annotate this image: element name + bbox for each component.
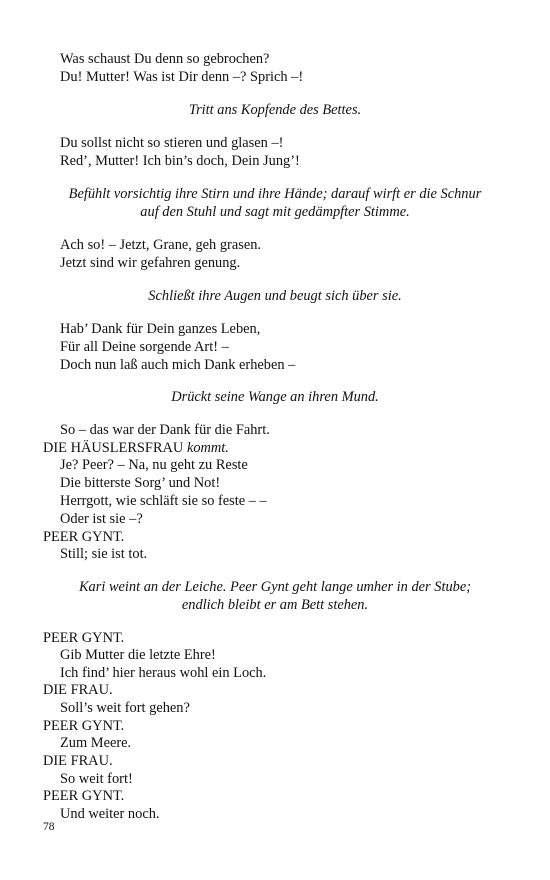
verse-line: Doch nun laß auch mich Dank erheben – <box>60 357 296 373</box>
verse-line: Für all Deine sorgende Art! – <box>60 339 229 355</box>
verse-line: Ach so! – Jetzt, Grane, geh grasen. <box>60 237 261 253</box>
speaker-line <box>43 439 229 457</box>
verse-line: Soll’s weit fort gehen? <box>60 700 190 716</box>
verse-line: Gib Mutter die letzte Ehre! <box>60 647 216 663</box>
stage-direction: Schließt ihre Augen und beugt sich über sie. <box>148 288 402 304</box>
verse-line: Oder ist sie –? <box>60 511 143 527</box>
verse-line: So weit fort! <box>60 771 133 787</box>
verse-line: Je? Peer? – Na, nu geht zu Reste <box>60 457 248 473</box>
speaker-name: PEER GYNT. <box>43 529 125 545</box>
stage-direction: Drückt seine Wange an ihren Mund. <box>171 389 379 405</box>
verse-line: Du! Mutter! Was ist Dir denn –? Sprich –! <box>60 69 304 85</box>
verse-line: Du sollst nicht so stieren und glasen –! <box>60 135 284 151</box>
verse-line: Ich find’ hier heraus wohl ein Loch. <box>60 665 267 681</box>
stage-direction: Tritt ans Kopfende des Bettes. <box>188 102 362 118</box>
speaker-name: DIE HÄUSLERSFRAU <box>43 440 184 456</box>
speaker-note: kommt. <box>186 440 229 456</box>
verse-line: Was schaust Du denn so gebrochen? <box>60 51 270 67</box>
stage-direction: Befühlt vorsichtig ihre Stirn und ihre Hände; darauf wirft er die Schnur <box>68 186 482 202</box>
verse-line: Red’, Mutter! Ich bin’s doch, Dein Jung’! <box>60 153 300 169</box>
verse-line: Still; sie ist tot. <box>60 546 148 562</box>
verse-line: So – das war der Dank für die Fahrt. <box>60 422 270 438</box>
verse-line: Herrgott, wie schläft sie so feste – – <box>60 493 267 509</box>
verse-line: Zum Meere. <box>60 735 132 751</box>
speaker-name: PEER GYNT. <box>43 630 125 646</box>
speaker-name: PEER GYNT. <box>43 718 125 734</box>
speaker-name: PEER GYNT. <box>43 788 125 804</box>
verse-line: Jetzt sind wir gefahren genung. <box>60 255 241 271</box>
stage-direction: Kari weint an der Leiche. Peer Gynt geht lange umher in der Stube; <box>78 579 472 595</box>
verse-line: Und weiter noch. <box>60 806 160 822</box>
verse-line: Die bitterste Sorg’ und Not! <box>60 475 221 491</box>
verse-line: Hab’ Dank für Dein ganzes Leben, <box>60 321 261 337</box>
stage-direction: auf den Stuhl und sagt mit gedämpfter Stimme. <box>140 204 410 220</box>
stage-direction: endlich bleibt er am Bett stehen. <box>181 597 369 613</box>
page-number: 78 <box>43 821 55 833</box>
speaker-name: DIE FRAU. <box>43 753 113 769</box>
speaker-name: DIE FRAU. <box>43 682 113 698</box>
